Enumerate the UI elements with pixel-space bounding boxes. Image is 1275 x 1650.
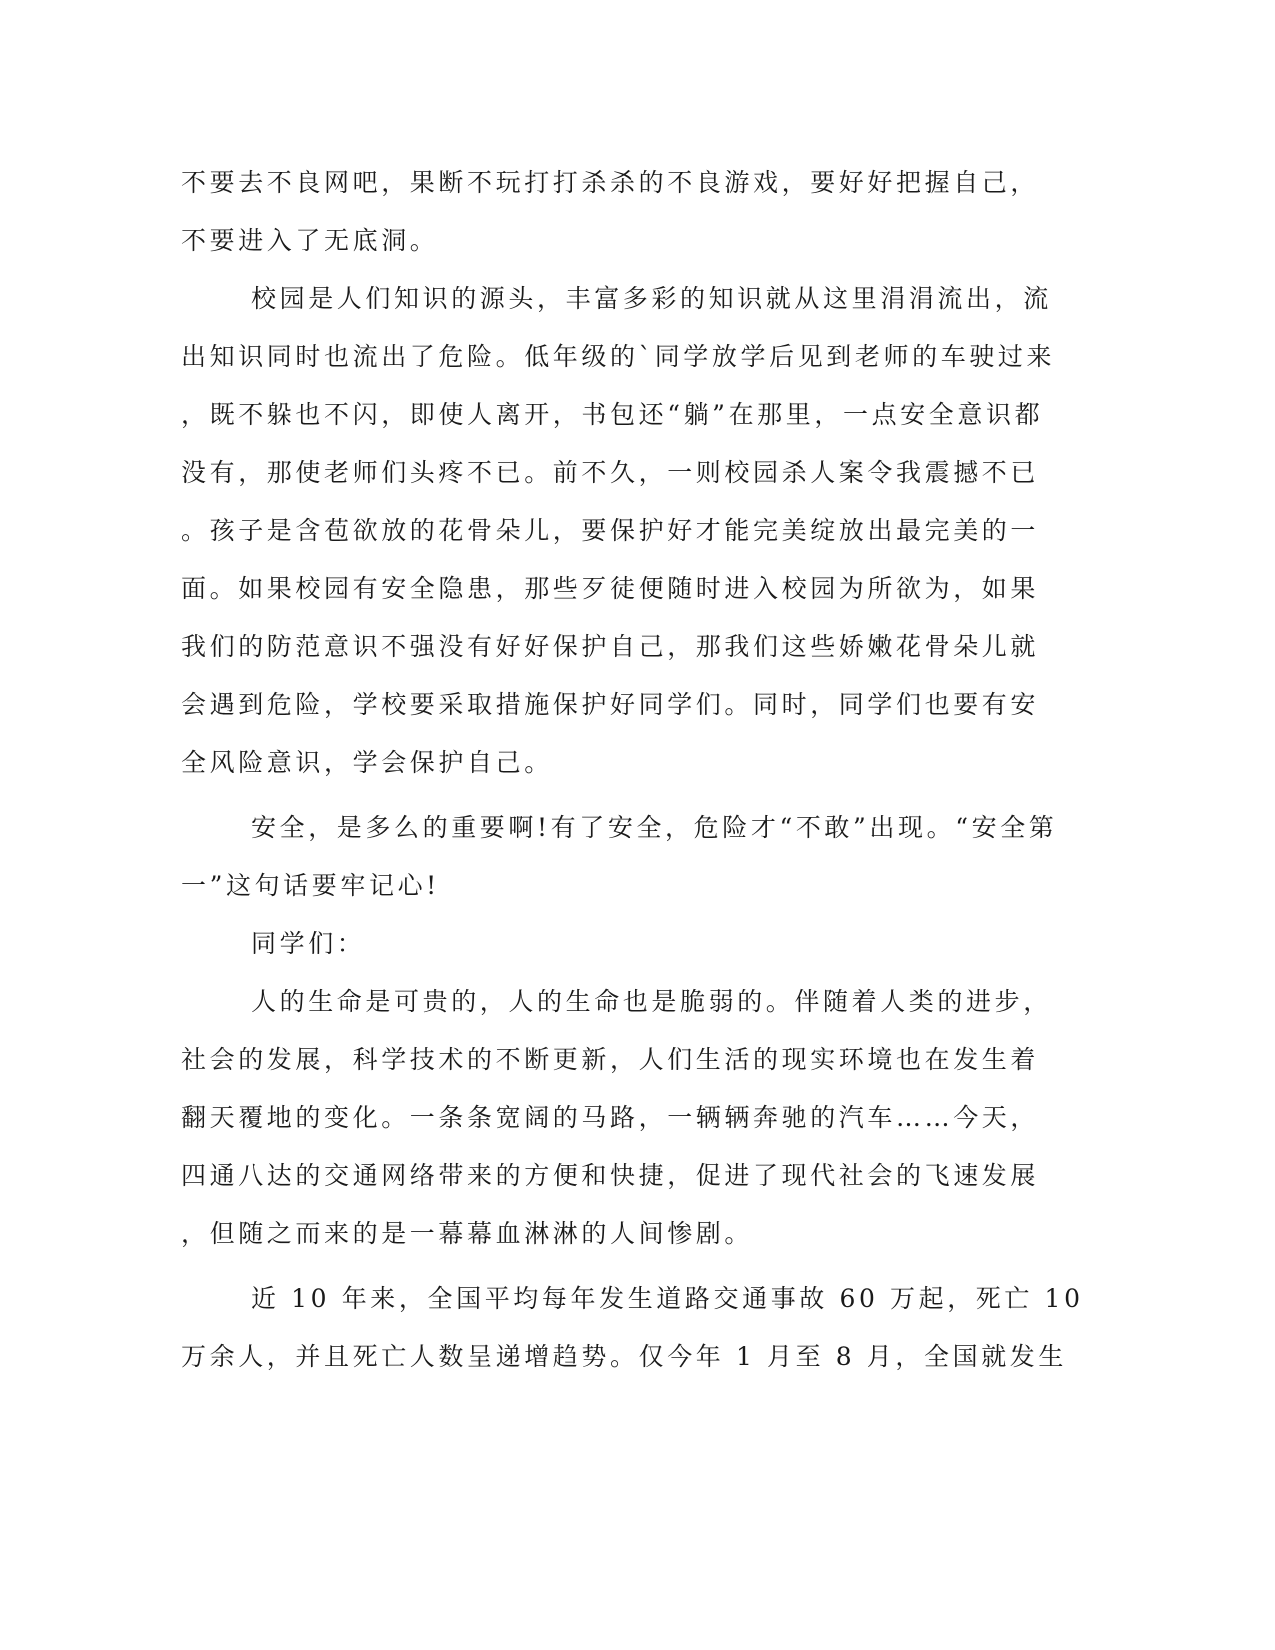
paragraph-first-line: 校园是人们知识的源头，丰富多彩的知识就从这里涓涓流出，流 [251, 284, 1052, 313]
salutation: 同学们： [251, 929, 366, 958]
paragraph-first-line: 近 10 年来，全国平均每年发生道路交通事故 60 万起，死亡 10 [251, 1284, 1084, 1313]
text-line: 没有，那使老师们头疼不已。前不久，一则校园杀人案令我震撼不已 [181, 458, 1040, 487]
text-line: 出知识同时也流出了危险。低年级的`同学放学后见到老师的车驶过来 [181, 342, 1056, 371]
text-line: 四通八达的交通网络带来的方便和快捷，促进了现代社会的飞速发展 [181, 1161, 1040, 1190]
text-line: 万余人，并且死亡人数呈递增趋势。仅今年 1 月至 8 月，全国就发生 [181, 1342, 1068, 1371]
text-line: 。孩子是含苞欲放的花骨朵儿，要保护好才能完美绽放出最完美的一 [181, 516, 1040, 545]
text-line: 我们的防范意识不强没有好好保护自己，那我们这些娇嫩花骨朵儿就 [181, 632, 1040, 661]
paragraph-first-line: 安全，是多么的重要啊!有了安全，危险才“不敢”出现。“安全第 [251, 813, 1058, 842]
text-line: 全风险意识，学会保护自己。 [181, 748, 553, 777]
text-line: 不要去不良网吧，果断不玩打打杀杀的不良游戏，要好好把握自己， [181, 168, 1040, 197]
text-line: ，但随之而来的是一幕幕血淋淋的人间惨剧。 [181, 1219, 754, 1248]
text-line: ，既不躲也不闪，即使人离开，书包还“躺”在那里，一点安全意识都 [181, 400, 1044, 429]
text-line: 翻天覆地的变化。一条条宽阔的马路，一辆辆奔驰的汽车……今天， [181, 1103, 1040, 1132]
text-line: 一”这句话要牢记心! [181, 871, 440, 900]
paragraph-first-line: 人的生命是可贵的，人的生命也是脆弱的。伴随着人类的进步， [251, 987, 1052, 1016]
text-line: 会遇到危险，学校要采取措施保护好同学们。同时，同学们也要有安 [181, 690, 1040, 719]
text-line: 面。如果校园有安全隐患，那些歹徒便随时进入校园为所欲为，如果 [181, 574, 1040, 603]
text-line: 社会的发展，科学技术的不断更新，人们生活的现实环境也在发生着 [181, 1045, 1040, 1074]
text-line: 不要进入了无底洞。 [181, 226, 439, 255]
